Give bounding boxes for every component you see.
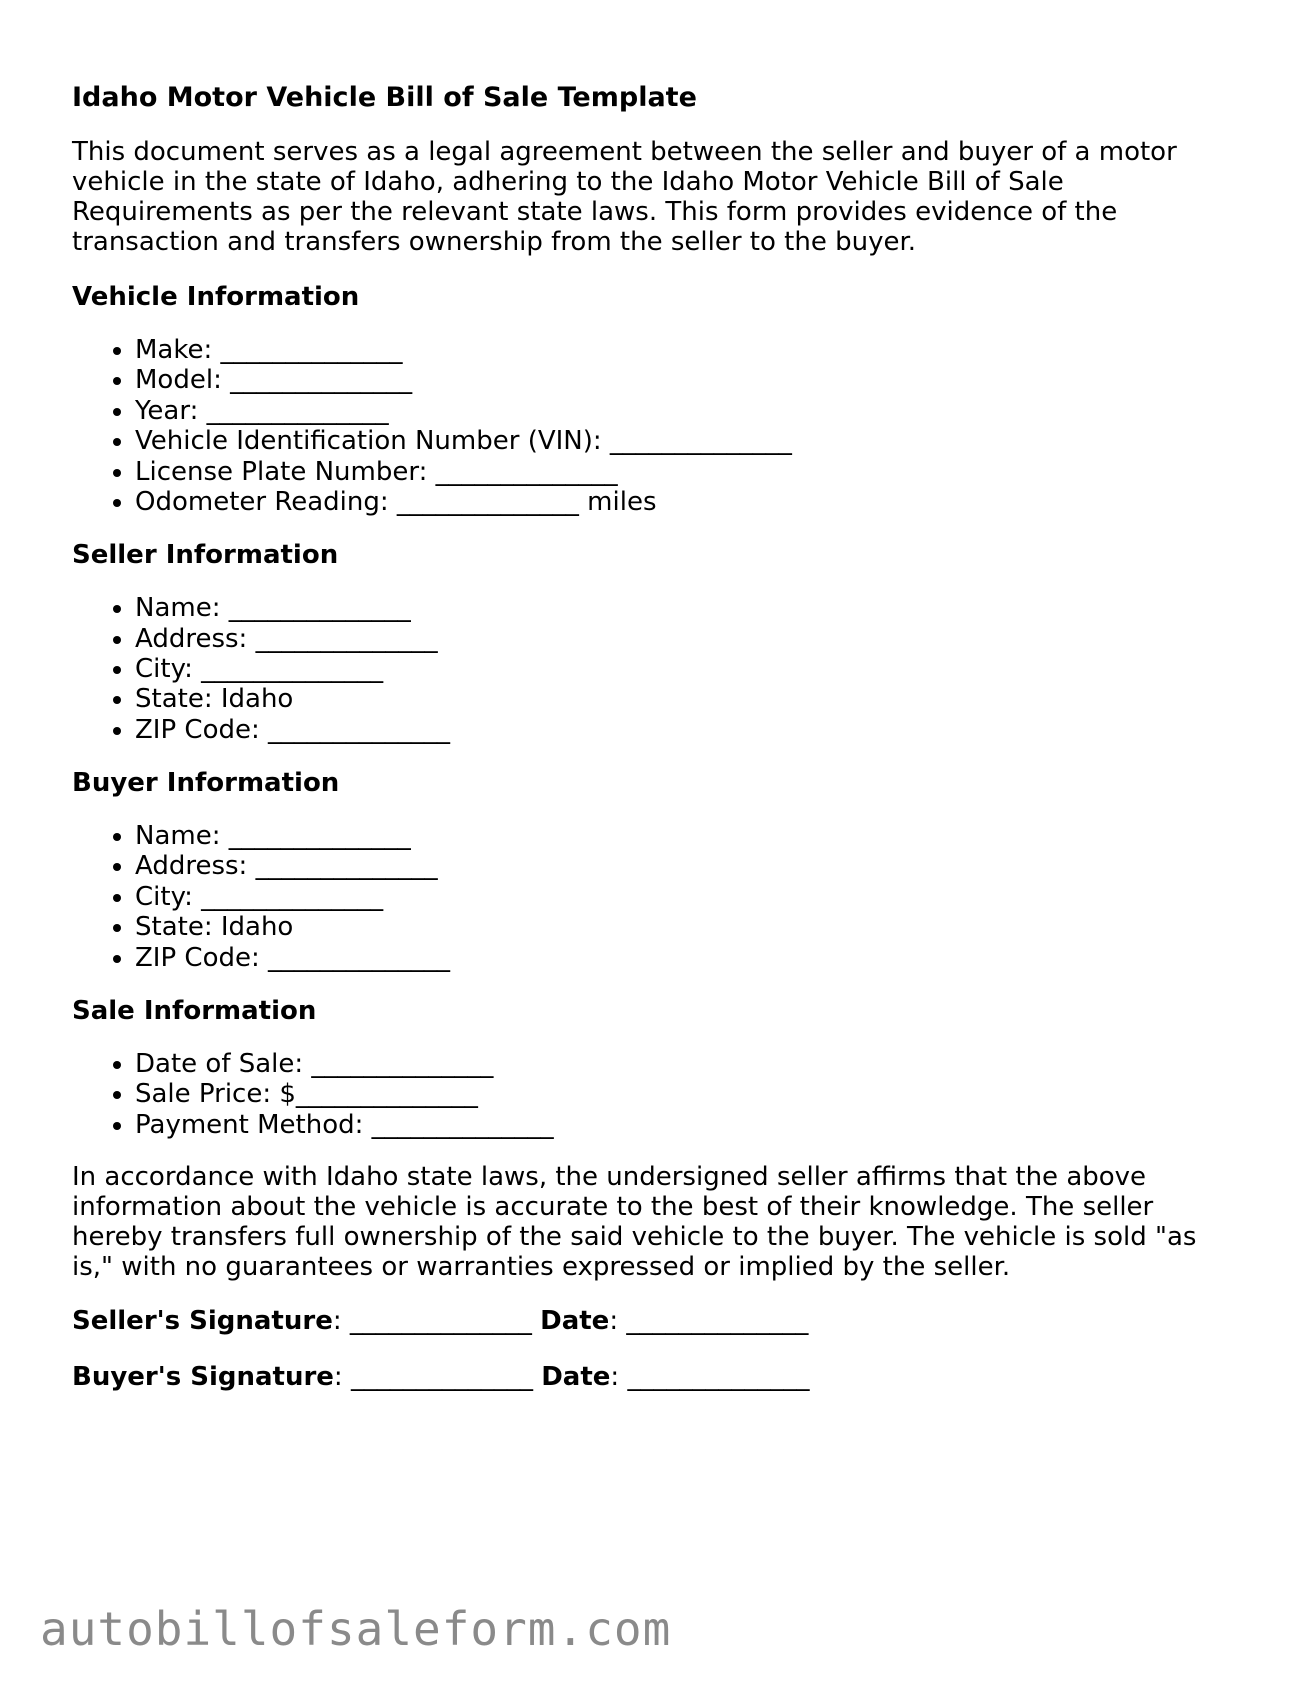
colon: : [610, 1362, 620, 1392]
buyer-city-field: • City: ______________ [135, 882, 1242, 912]
vehicle-vin-field: • Vehicle Identification Number (VIN): ______________ [135, 426, 1242, 456]
vehicle-year-field: • Year: ______________ [135, 396, 1242, 426]
document-title: Idaho Motor Vehicle Bill of Sale Template [72, 82, 697, 113]
vehicle-model-field: • Model: ______________ [135, 365, 1242, 395]
document-page [72, 80, 1242, 1418]
buyer-name-field: • Name: ______________ [135, 821, 1242, 851]
affirmation-paragraph: In accordance with Idaho state laws, the undersigned seller affirms that the above information about the vehicle is accurate to the best of their knowledge. The seller hereby transfers full ownership of the said vehicle to the buyer. The vehicle is sold "as is," with no guarantees or warranties expressed or implied by the seller. [72, 1162, 1197, 1282]
seller-field-list [72, 593, 1242, 745]
date-blank: ______________ [619, 1362, 810, 1392]
seller-signature-line [72, 1306, 1242, 1336]
colon: : [333, 1362, 343, 1392]
seller-signature-label: Seller's Signature [72, 1306, 333, 1336]
buyer-section-heading: Buyer Information [72, 768, 340, 799]
seller-address-field: • Address: ______________ [135, 624, 1242, 654]
buyer-signature-line [72, 1362, 1242, 1392]
buyer-zip-field: • ZIP Code: ______________ [135, 943, 1242, 973]
sale-payment-method-field: • Payment Method: ______________ [135, 1110, 1242, 1140]
buyer-field-list [72, 821, 1242, 973]
site-watermark: autobillofsaleform.com [40, 1602, 672, 1656]
vehicle-plate-field: • License Plate Number: ______________ [135, 457, 1242, 487]
vehicle-section-heading: Vehicle Information [72, 282, 360, 313]
buyer-address-field: • Address: ______________ [135, 851, 1242, 881]
buyer-signature-label: Buyer's Signature [72, 1362, 334, 1392]
sale-field-list [72, 1049, 1242, 1140]
seller-section-heading: Seller Information [72, 540, 339, 571]
sale-price-field: • Sale Price: $______________ [135, 1079, 1242, 1109]
seller-city-field: • City: ______________ [135, 654, 1242, 684]
date-blank: ______________ [618, 1306, 809, 1336]
colon: : [609, 1306, 619, 1336]
signature-blank: ______________ [341, 1306, 541, 1336]
vehicle-make-field: • Make: ______________ [135, 335, 1242, 365]
intro-paragraph: This document serves as a legal agreement between the seller and buyer of a motor vehicle in the state of Idaho, adhering to the Idaho Motor Vehicle Bill of Sale Requirements as per the relevant state laws. This form provides evidence of the transaction and transfers ownership from the seller to the buyer. [72, 137, 1177, 258]
vehicle-field-list [72, 335, 1242, 517]
sale-date-field: • Date of Sale: ______________ [135, 1049, 1242, 1079]
seller-state-field: • State: Idaho [135, 684, 1242, 714]
vehicle-odometer-field: • Odometer Reading: ______________ miles [135, 487, 1242, 517]
colon: : [332, 1306, 342, 1336]
seller-name-field: • Name: ______________ [135, 593, 1242, 623]
sale-section-heading: Sale Information [72, 995, 317, 1026]
signature-blank: ______________ [342, 1362, 542, 1392]
date-label: Date [541, 1362, 611, 1392]
seller-zip-field: • ZIP Code: ______________ [135, 715, 1242, 745]
date-label: Date [540, 1306, 610, 1336]
buyer-state-field: • State: Idaho [135, 912, 1242, 942]
